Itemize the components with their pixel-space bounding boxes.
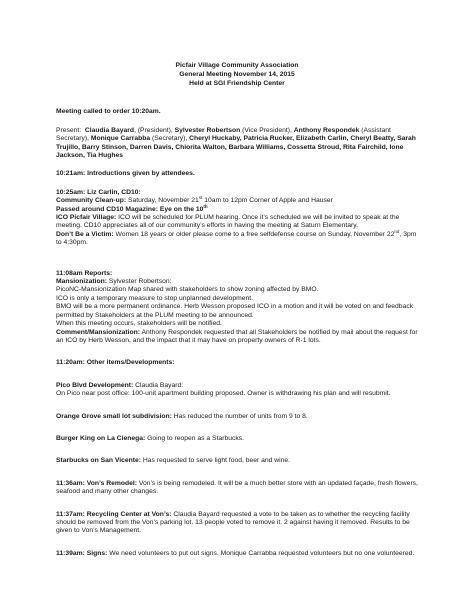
cleanup-text-2: 10am to 12pm Corner of Apple and Hauser xyxy=(202,197,333,205)
cd10-section xyxy=(56,189,418,248)
officer-name: Anthony Respondek xyxy=(293,126,360,134)
report-line: ICO is only a temporary measure to stop unplanned development. xyxy=(56,294,253,302)
introductions: 10:21am: Introductions given by attendees. xyxy=(56,170,195,178)
ico-label: ICO Picfair Village: xyxy=(56,214,117,222)
pico-item xyxy=(56,382,418,399)
ico-item xyxy=(56,214,418,231)
reports-heading: 11:08am Reports: xyxy=(56,269,113,277)
attendance-paragraph xyxy=(56,127,418,161)
victim-text: Women 18 years or older please come to a free selfdefense course on Sunday, November 22 xyxy=(113,230,395,238)
report-line: When this meeting occurs, stakeholders will be notified. xyxy=(56,320,222,328)
orange-label: Orange Grove small lot subdivision: xyxy=(56,412,172,420)
burger-label: Burger King on La Cienega: xyxy=(56,434,146,442)
officer-name: Claudia Bayard xyxy=(84,126,135,134)
pico-text: On Pico near post office: 100-unit apartment building proposed. Owner is withdrawing his plan and will resubmit. xyxy=(56,390,391,398)
cleanup-text: Saturday, November 21 xyxy=(126,197,199,205)
mansion-label: Mansionization: xyxy=(56,278,107,286)
signs-item xyxy=(56,550,418,558)
starbucks-item xyxy=(56,457,418,465)
magazine-item xyxy=(56,203,418,214)
victim-label: Don’t Be a Victim: xyxy=(56,230,114,238)
victim-sup: nd xyxy=(394,228,400,234)
vons-remodel-label: 11:36am: Von’s Remodel: xyxy=(56,479,138,487)
cleanup-sup: st xyxy=(198,195,203,201)
officer-role: (Assistant Secretary), xyxy=(56,126,391,143)
burger-text: Going to reopen as a Starbucks. xyxy=(145,434,244,442)
officer-role: , (President), xyxy=(134,126,175,134)
cleanup-item xyxy=(56,197,418,205)
other-items-heading: 11:20am: Other items/Developments: xyxy=(56,359,175,367)
called-to-order: Meeting called to order 10:20am. xyxy=(56,108,161,116)
starbucks-label: Starbucks on San Vicente: xyxy=(56,457,142,465)
cd10-heading: 10:25am: Liz Carlin, CD10: xyxy=(56,188,141,196)
meeting-title: General Meeting November 14, 2015 xyxy=(179,70,295,78)
vons-remodel-text: Von’s is being remodeled. It will be a much better store with an updated façade, fresh flowers, seafood and many other changes. xyxy=(56,479,418,496)
officer-role: (Vice President), xyxy=(240,126,294,134)
pico-label: Pico Blvd Development: xyxy=(56,381,134,389)
comment-text: Anthony Respondek requested that all Stakeholders be notified by mail about the request for an ICO by Herb Wesson, and the impact that it may have on property owners of R-1 lots. xyxy=(56,328,418,344)
report-line: BMO will be a more permanent ordinance. Herb Wesson proposed ICO in a motion and it will be voted on and feedback permitted by Stakeholders at the PLUM meeting to be announced. xyxy=(56,303,414,319)
starbucks-text: Has requested to serve light food, beer and wine. xyxy=(141,457,290,465)
report-line: PicoNC-Mansionization Map shared with stakeholders to show zoning affected by BMO. xyxy=(56,286,319,294)
officer-role: (Secretary), xyxy=(150,135,190,143)
reports-section xyxy=(56,270,418,346)
attendee-names: Cheryl Huckaby, Patricia Rucker, Elizabeth Carlin, Cheryl Beatty, Sarah Trujillo, Barry Stinson, Darren Davis, Chiorita Walton, Barbara Williams, Cossetta Stroud, Rita Fairchild, Ione Jackson, Tia Hughes xyxy=(56,135,416,160)
document-header xyxy=(56,62,418,88)
vons-remodel-item xyxy=(56,480,418,497)
org-title: Picfair Village Community Association xyxy=(175,62,299,69)
officer-name: Sylvester Robertson xyxy=(174,126,241,134)
signs-text: We need volunteers to put out signs. Monique Carrabba requested volunteers but no one volunteered. xyxy=(107,549,415,557)
recycling-text: Claudia Bayard requested a vote to be taken as to whether the recycling facility should be removed from the Von’s parking lot. 13 people voted to remove it. 2 against having it removed. Results to be given to Von’s Management. xyxy=(56,510,410,535)
recycling-label: 11:37am: Recycling Center at Von’s: xyxy=(56,510,172,518)
present-label: Present: xyxy=(56,126,82,134)
magazine-sup: th xyxy=(203,203,208,209)
recycling-item xyxy=(56,511,418,536)
magazine-text: Passed around CD10 Magazine: Eye on the 10 xyxy=(56,205,204,213)
mansion-item xyxy=(56,278,418,286)
pico-by: Claudia Bayard: xyxy=(133,381,184,389)
comment-label: Comment/Mansionization: xyxy=(56,328,140,336)
victim-item xyxy=(56,228,418,248)
comment-item xyxy=(56,329,418,346)
officer-name: Monique Carrabba xyxy=(90,135,151,143)
victim-text-2: , 3pm to 4:30pm. xyxy=(56,230,417,247)
cleanup-label: Community Clean-up: xyxy=(56,197,127,205)
mansion-by: Sylvester Robertson: xyxy=(107,278,172,286)
ico-text: ICO will be scheduled for PLUM hearing. Once it’s scheduled we will be invited to speak at the meeting. CD10 appreciates all of our community’s efforts in having the meeting at Saturn Elementary. xyxy=(56,214,400,230)
meeting-location: Held at SGI Friendship Center xyxy=(189,79,285,87)
signs-label: 11:39am: Signs: xyxy=(56,549,108,557)
orange-text: Has reduced the number of units from 9 to 8. xyxy=(171,412,308,420)
burger-king-item xyxy=(56,435,418,443)
orange-grove-item xyxy=(56,413,418,421)
